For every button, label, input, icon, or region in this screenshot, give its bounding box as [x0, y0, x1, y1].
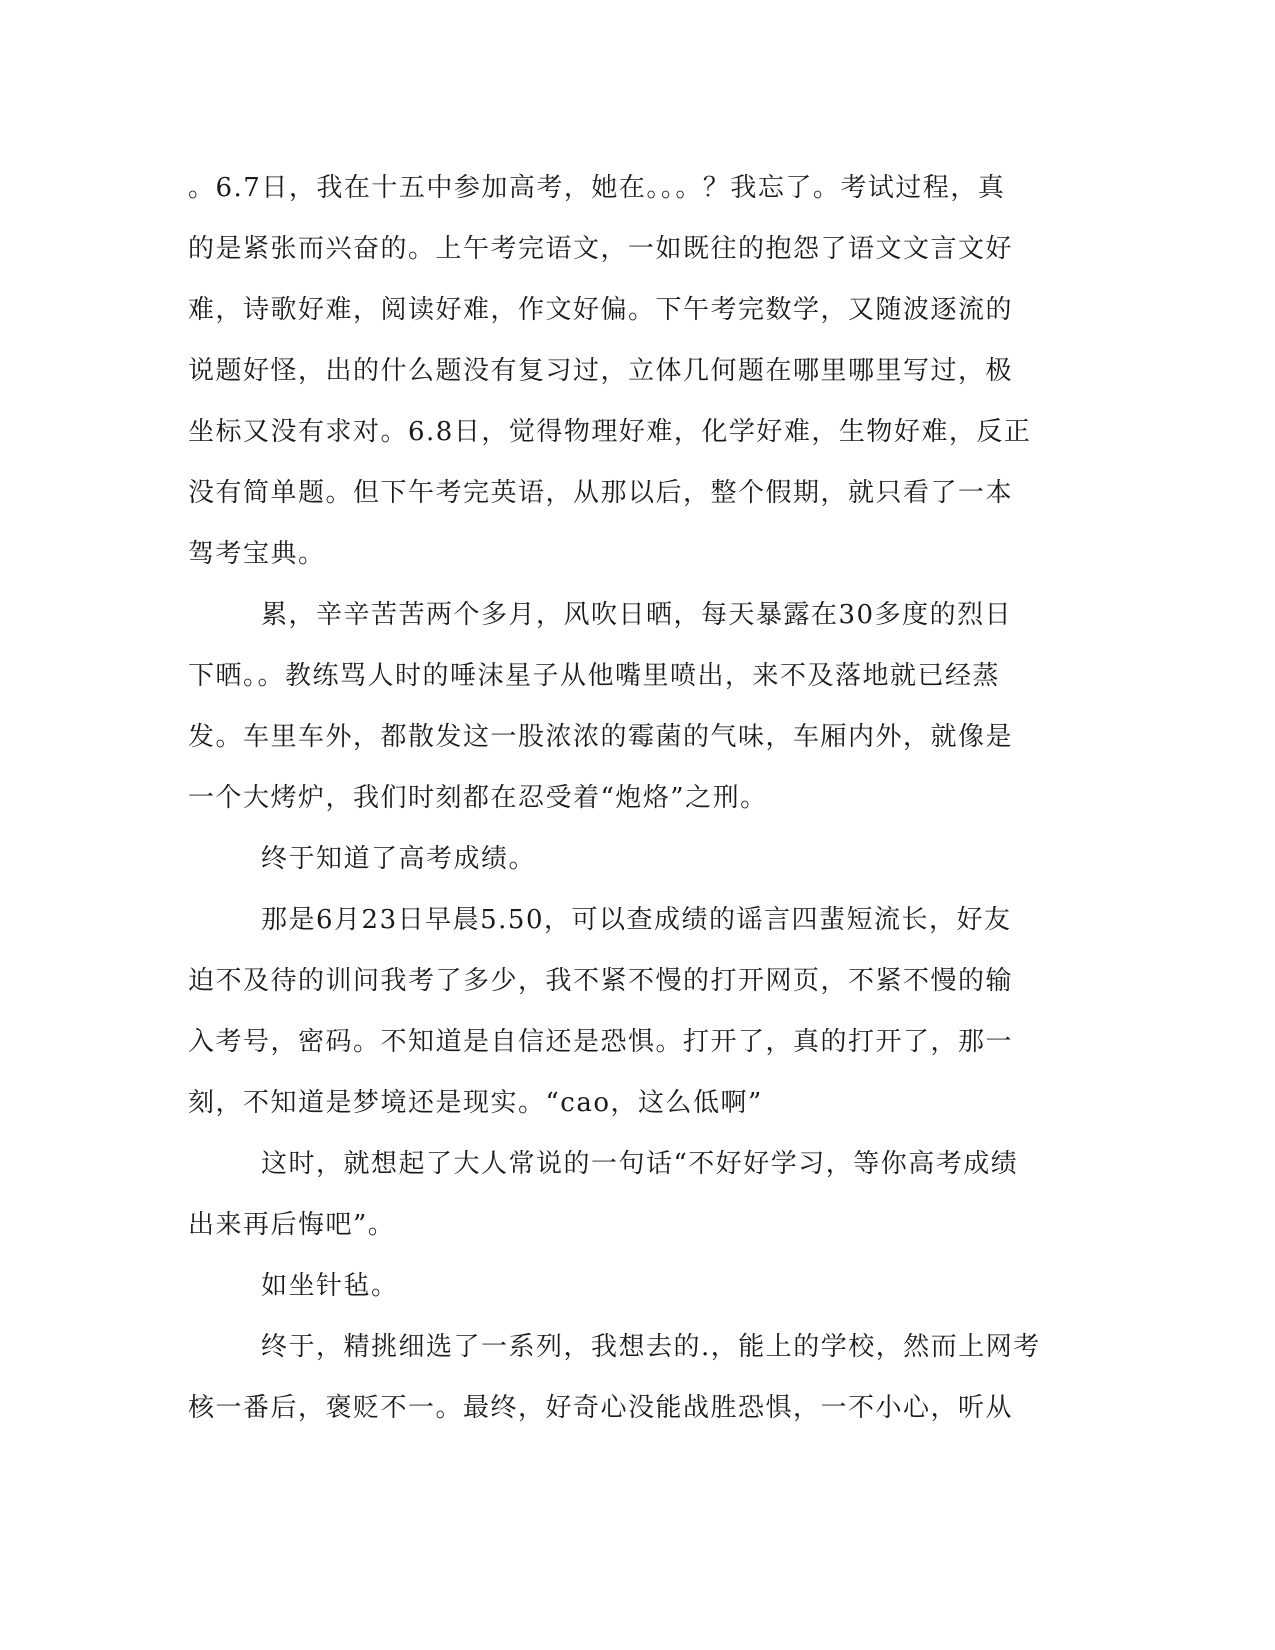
- text-line: 核一番后，褒贬不一。最终，好奇心没能战胜恐惧，一不小心，听从: [188, 1393, 1014, 1423]
- text-line: 的是紧张而兴奋的。上午考完语文，一如既往的抱怨了语文文言文好: [188, 234, 1014, 264]
- text-line: 出来再后悔吧”。: [188, 1210, 396, 1240]
- text-line: 发。车里车外，都散发这一股浓浓的霉菌的气味，车厢内外，就像是: [188, 722, 1014, 752]
- text-line: 难，诗歌好难，阅读好难，作文好偏。下午考完数学，又随波逐流的: [188, 295, 1014, 325]
- document-body: [188, 158, 1088, 1439]
- paragraph-first-line: 终于知道了高考成绩。: [261, 844, 537, 874]
- text-line: 迫不及待的训问我考了多少，我不紧不慢的打开网页，不紧不慢的输: [188, 966, 1014, 996]
- text-line: 没有简单题。但下午考完英语，从那以后，整个假期，就只看了一本: [188, 478, 1014, 508]
- text-line: 一个大烤炉，我们时刻都在忍受着“炮烙”之刑。: [188, 783, 768, 813]
- paragraph-first-line: 那是6月23日早晨5.50，可以查成绩的谣言四蜚短流长，好友: [261, 905, 1012, 935]
- text-line: 入考号，密码。不知道是自信还是恐惧。打开了，真的打开了，那一: [188, 1027, 1014, 1057]
- text-line: 下晒。。教练骂人时的唾沫星子从他嘴里喷出，来不及落地就已经蒸: [188, 661, 1001, 691]
- text-line: 。6.7日，我在十五中参加高考，她在。。。？我忘了。考试过程，真: [188, 173, 1006, 203]
- paragraph-first-line: 累，辛辛苦苦两个多月，风吹日晒，每天暴露在30多度的烈日: [261, 600, 1013, 630]
- paragraph-first-line: 这时，就想起了大人常说的一句话“不好好学习，等你高考成绩: [261, 1149, 1019, 1179]
- text-line: 刻，不知道是梦境还是现实。“cao，这么低啊”: [188, 1088, 763, 1118]
- paragraph-first-line: 终于，精挑细选了一系列，我想去的.，能上的学校，然而上网考: [261, 1332, 1041, 1362]
- text-line: 坐标又没有求对。6.8日，觉得物理好难，化学好难，生物好难，反正: [188, 417, 1032, 447]
- text-line: 驾考宝典。: [188, 539, 326, 569]
- paragraph-first-line: 如坐针毡。: [261, 1271, 399, 1301]
- text-line: 说题好怪，出的什么题没有复习过，立体几何题在哪里哪里写过，极: [188, 356, 1014, 386]
